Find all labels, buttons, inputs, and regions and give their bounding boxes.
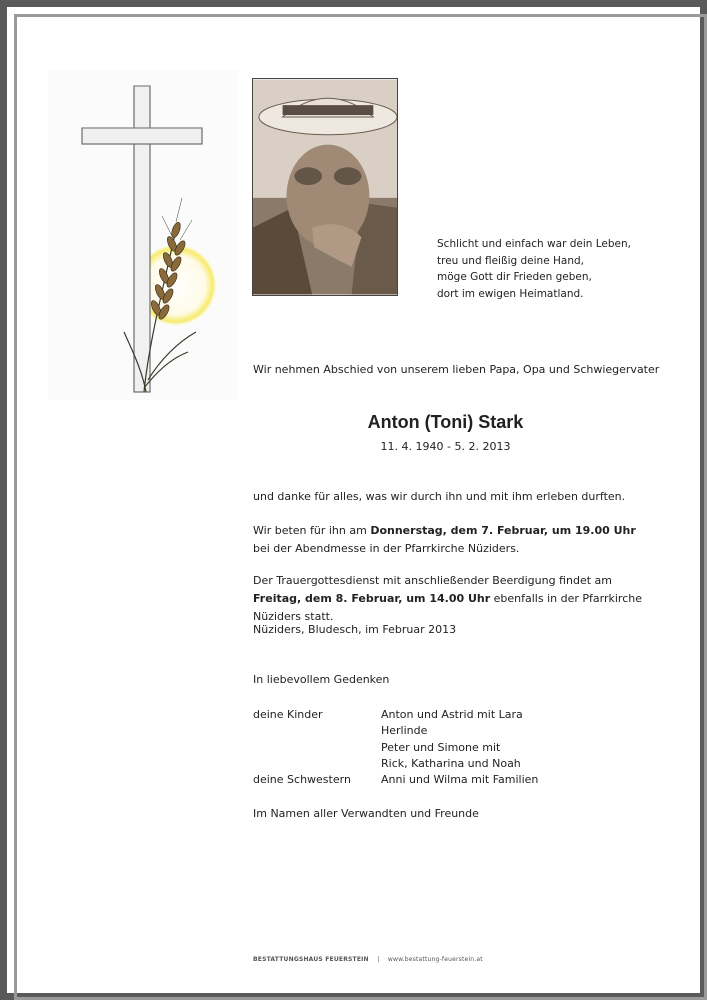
- mass-prefix: Wir beten für ihn am: [253, 524, 371, 537]
- poem-line: dort im ewigen Heimatland.: [437, 287, 584, 300]
- intro-text: Wir nehmen Abschied von unserem lieben Papa, Opa und Schwiegervater: [253, 363, 660, 376]
- funeral-date: Freitag, dem 8. Februar, um 14.00 Uhr: [253, 592, 491, 605]
- poem: [437, 236, 631, 302]
- place-date: Nüziders, Bludesch, im Februar 2013: [253, 623, 457, 636]
- closing-text: Im Namen aller Verwandten und Freunde: [253, 807, 479, 820]
- footer: [253, 956, 483, 963]
- in-memory: In liebevollem Gedenken: [253, 673, 390, 686]
- funeral-info: [253, 572, 653, 626]
- poem-line: möge Gott dir Frieden geben,: [437, 271, 592, 283]
- family-member: Rick, Katharina und Noah: [381, 757, 521, 770]
- children-label: deine Kinder: [253, 708, 323, 721]
- deceased-name: Anton (Toni) Stark: [367, 412, 524, 432]
- mass-suffix: bei der Abendmesse in der Pfarrkirche Nüziders.: [253, 542, 520, 555]
- mass-date: Donnerstag, dem 7. Februar, um 19.00 Uhr: [370, 524, 636, 537]
- poem-line: Schlicht und einfach war dein Leben,: [437, 238, 632, 250]
- poem-line: treu und fleißig deine Hand,: [437, 254, 584, 267]
- funeral-suffix: ebenfalls in der Pfarrkirche Nüziders statt.: [253, 592, 642, 623]
- cross-wheat-illustration: [48, 70, 238, 400]
- sisters-names: Anni und Wilma mit Familien: [381, 773, 539, 786]
- funeral-prefix: Der Trauergottesdienst mit anschließender Beerdigung findet am: [253, 574, 612, 587]
- family-member: Herlinde: [381, 724, 428, 737]
- mass-info: [253, 522, 653, 558]
- thanks-text: und danke für alles, was wir durch ihn und mit ihm erleben durften.: [253, 490, 626, 503]
- footer-brand: BESTATTUNGSHAUS FEUERSTEIN: [253, 956, 369, 963]
- family-member: Peter und Simone mit: [381, 741, 501, 754]
- deceased-dates: 11. 4. 1940 - 5. 2. 2013: [380, 440, 511, 453]
- sisters-label: deine Schwestern: [253, 773, 351, 786]
- footer-separator: |: [377, 956, 380, 963]
- family-member: Anton und Astrid mit Lara: [381, 708, 523, 721]
- footer-url[interactable]: www.bestattung-feuerstein.at: [387, 956, 483, 963]
- portrait-photo: [252, 78, 398, 296]
